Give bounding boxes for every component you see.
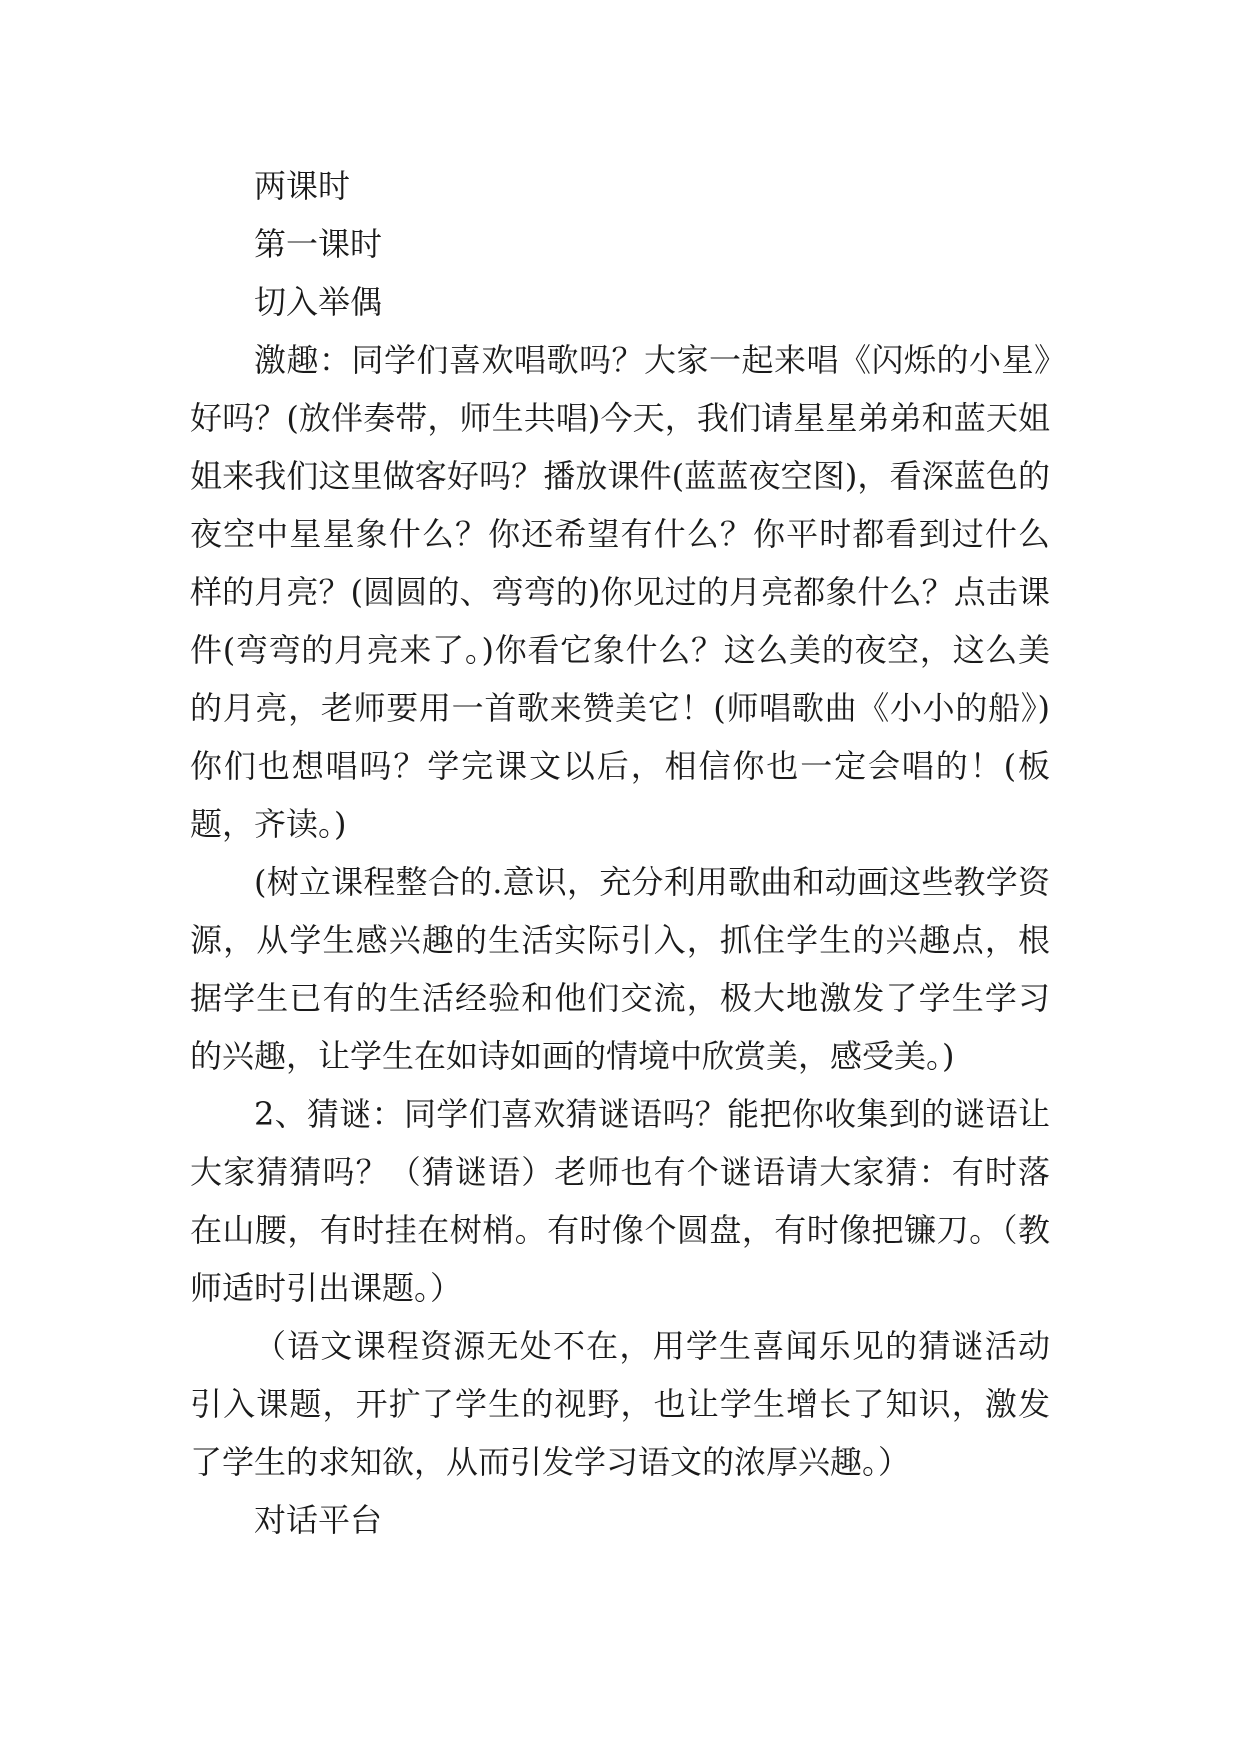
paragraph-period-count: 两课时 xyxy=(254,167,351,205)
paragraph-interest-commentary: (树立课程整合的.意识，充分利用歌曲和动画这些教学资源，从学生感兴趣的生活实际引入，抓住学生的兴趣点，根据学生已有的生活经验和他们交流，极大地激发了学生学习的兴趣，让学生在如诗如画的情境中欣赏美，感受美。) xyxy=(190,863,1050,1075)
paragraph-section-intro: 切入举偶 xyxy=(254,283,383,321)
paragraph-riddle: 2、猜谜：同学们喜欢猜谜语吗？能把你收集到的谜语让大家猜猜吗？（猜谜语）老师也有个谜语请大家猜：有时落在山腰，有时挂在树梢。有时像个圆盘，有时像把镰刀。（教师适时引出课题。） xyxy=(190,1095,1050,1307)
paragraph-first-period: 第一课时 xyxy=(254,225,383,263)
paragraph-section-dialogue: 对话平台 xyxy=(254,1501,383,1539)
paragraph-interest: 激趣：同学们喜欢唱歌吗？大家一起来唱《闪烁的小星》好吗？(放伴奏带，师生共唱)今天，我们请星星弟弟和蓝天姐姐来我们这里做客好吗？播放课件(蓝蓝夜空图)，看深蓝色的夜空中星星象什么？你还希望有什么？你平时都看到过什么样的月亮？(圆圆的、弯弯的)你见过的月亮都象什么？点击课件(弯弯的月亮来了。)你看它象什么？这么美的夜空，这么美的月亮，老师要用一首歌来赞美它！(师唱歌曲《小小的船》)你们也想唱吗？学完课文以后，相信你也一定会唱的！(板题，齐读。) xyxy=(190,341,1050,843)
document-body xyxy=(190,157,1050,1549)
paragraph-riddle-commentary: （语文课程资源无处不在，用学生喜闻乐见的猜谜活动引入课题，开扩了学生的视野，也让学生增长了知识，激发了学生的求知欲，从而引发学习语文的浓厚兴趣。） xyxy=(190,1327,1050,1481)
